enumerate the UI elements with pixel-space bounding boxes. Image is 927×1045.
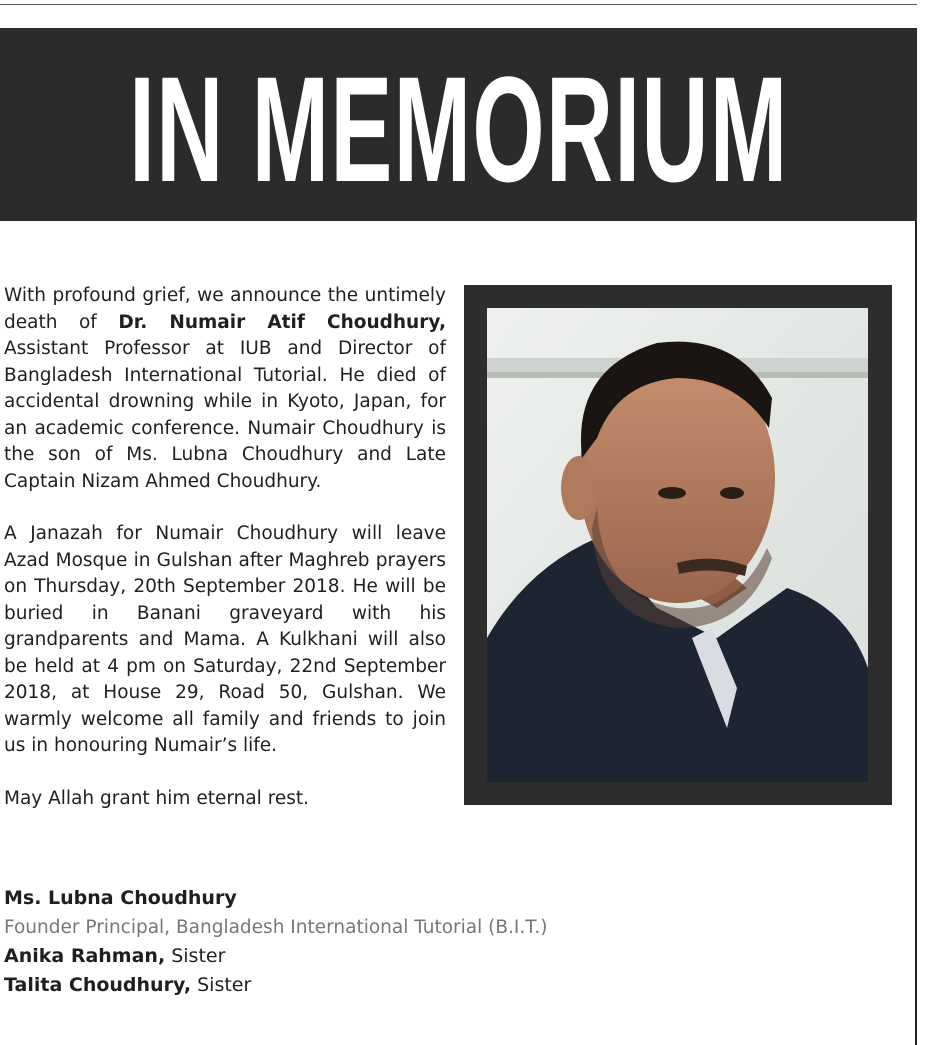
signatory-3 (4, 971, 547, 1000)
deceased-name: Dr. Numair Atif Choudhury, (118, 311, 446, 333)
announcement-paragraph-2: A Janazah for Numair Choudhury will leave Azad Mosque in Gulshan after Maghreb prayers on Thursday, 20th September 2018. He will be buried in Banani graveyard with his grandparents and Mama. A Kulkhani will also be held at 4 pm on Saturday, 22nd September 2018, at House 29, Road 50, Gulshan. We warmly welcome all family and friends to join us in honouring Numair’s life. (4, 523, 446, 756)
announcement-paragraph-1: With profound grief, we announce the untimely death of Dr. Numair Atif Choudhury, Assistant Professor at IUB and Director of Bangladesh International Tutorial. He died of accidental drowning while in Kyoto, Japan, for an academic conference. Numair Choudhury is the son of Ms. Lubna Choudhury and Late Captain Nizam Ahmed Choudhury. (4, 285, 446, 492)
signatory-1-name: Ms. Lubna Choudhury (4, 887, 237, 909)
signatory-2 (4, 942, 547, 971)
top-rule (0, 4, 917, 5)
signatory-1 (4, 884, 547, 913)
portrait-photo (487, 308, 868, 782)
memorial-banner (0, 28, 917, 221)
signatory-3-name: Talita Choudhury, (4, 974, 192, 996)
signatory-1-role: Founder Principal, Bangladesh International Tutorial (B.I.T.) (4, 917, 548, 938)
banner-title: IN MEMORIUM (128, 44, 789, 213)
portrait-frame (464, 285, 892, 805)
announcement-text (4, 283, 446, 838)
signatory-2-relation: Sister (165, 945, 226, 967)
announcement-paragraph-3: May Allah grant him eternal rest. (4, 787, 310, 809)
signatories (4, 884, 547, 1000)
signatory-3-relation: Sister (191, 974, 252, 996)
signatory-2-name: Anika Rahman, (4, 945, 166, 967)
